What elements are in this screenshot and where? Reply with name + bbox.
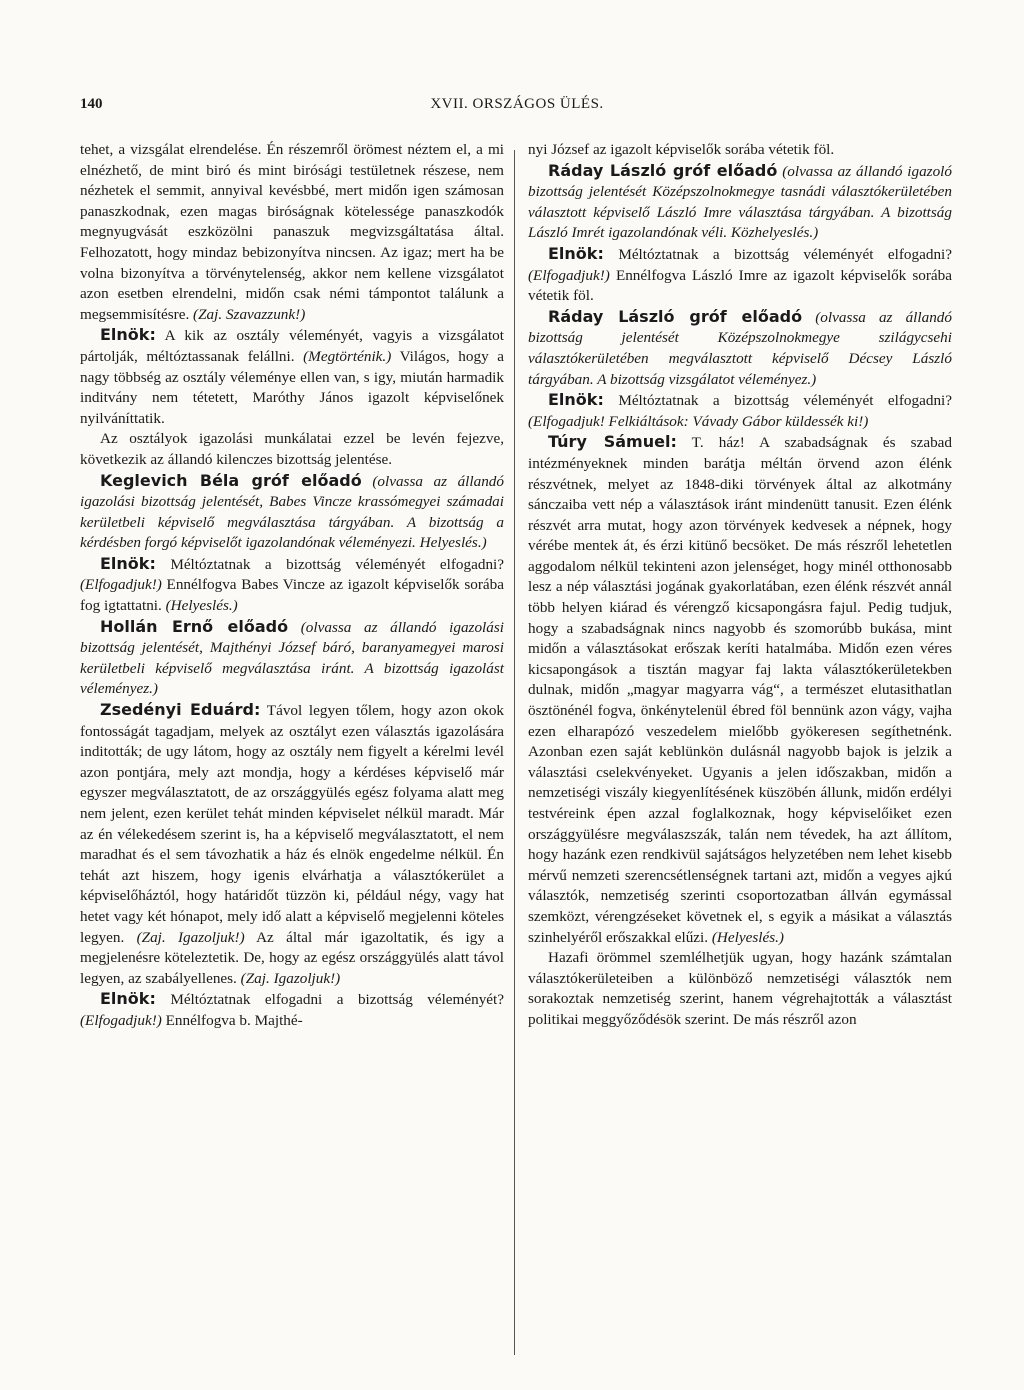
text-run: Méltóztatnak elfogadni a bizottság véleményét?	[155, 991, 504, 1009]
italic-remark: (Helyeslés.)	[711, 928, 784, 946]
text-run: Ennélfogva b. Majthé-	[161, 1011, 303, 1029]
italic-remark: (Zaj. Szavazzunk!)	[193, 305, 306, 323]
page-number: 140	[80, 96, 103, 112]
italic-remark: (Elfogadjuk!)	[528, 266, 610, 284]
speaker-name: Ráday László gróf előadó	[548, 160, 778, 180]
speaker-name: Ráday László gróf előadó	[548, 306, 803, 326]
text-run: Ennélfogva László Imre az igazolt képviselők sorába vétetik föl.	[528, 266, 952, 305]
paragraph	[80, 471, 504, 554]
speaker-name: Túry Sámuel:	[548, 432, 677, 452]
paragraph	[80, 140, 504, 325]
speaker-name: Keglevich Béla gróf előadó	[100, 470, 362, 490]
speaker-name: Elnök:	[548, 390, 604, 410]
text-run: Méltóztatnak a bizottság véleményét elfogadni?	[603, 392, 952, 410]
text-run: T. ház! A szabadságnak és szabad intézményeknek minden barátja méltán örvend azon élénk részvétnek, melyet az 1848-diki törvények által az alkotmány sánczaiba vett nép a választások iránt mindenütt tanusit. Ezen élénk részvét arra mutat, hogy azon törvények kedvesek a népnek, hogy vérébe mentek át, és érzi kitünő becsöket. De más részről lehetetlen aggodalom nélkül tekinteni azon jelenséget, hogy minél otthonosabb lesz a nép választási jogának gyakorlatában, ezen élénk részvét annál több helyen kiárad és vérengző kicsapongásra fajul. Pedig tudjuk, hogy a szabadságnak nincs nagyobb és szomorúbb bukása, mint midőn a választásokat erőszak keríti hatalmába. Midőn ezen véres kicsapongások a tisztán magyar faj lakta választókerületekben dulnak, midőn „magyar magyarra vág“, a természet elutasithatlan ösztönénél fogva, önkénytelenül ébred föl bennünk azon vágy, vajha ezen elharapózó veszedelem mielőbb gyökeresen segíthetnénk. Azonban ezen saját keblünkön dulásnál nagyobb bajok is jelzik a választási cselekvényeket. Ugyanis a jelen időszakban, midőn a nemzetiségi viszály kiegyenlítésének küszöbén állunk, midőn erdélyi testvéreink épen azzal foglalkoznak, hogy képviselőiket ezen országgyülésre megválaszszák, talán nem tévedek, ha azt állítom, hogy hazánk ezen rendkivül sajátságos helyzetében nem lehet kisebb mérvű nemzeti szerencsétlenségnek tartani azt, midőn a vegyes ajkú választók, nemzetiség szerinti csoportozatban állván egymással szemközt, vérengzéseket követnek el, s egyik a másikat a választás szinhelyéről erőszakkal elűzi.	[528, 434, 952, 946]
italic-remark: (olvassa az állandó igazoló bizottság jelentését Középszolnokmegye tasnádi választókerületében választott képviselő László Imre választása tárgyában. A bizottság László Imrét igazolandónak véli. Közhelyeslés.)	[528, 162, 952, 242]
left-column	[80, 140, 504, 1032]
paragraph	[80, 700, 504, 989]
italic-remark: (olvassa az állandó igazolási bizottság jelentését, Majthényi József báró, baranyamegyei marosi kerületbeli képviselő megválasztása iránt. A bizottság igazolást véleményez.)	[80, 618, 504, 698]
text-run: Hazafi örömmel szemlélhetjük ugyan, hogy hazánk számtalan választókerületeiben a különböző nemzetiségi választók nem sorakoztak nemzetiség szerint, hanem végrehajtották a választást politikai meggyőződésök szerint. De más részről azon	[528, 949, 952, 1028]
italic-remark: (olvassa az állandó bizottság jelentését Középszolnokmegye szilágycsehi választókerületében megválasztott képviselő Décsey László tárgyában. A bizottság vizsgálatot véleményez.)	[528, 308, 952, 388]
italic-remark: (Elfogadjuk!)	[80, 576, 162, 594]
text-run: Méltóztatnak a bizottság véleményét elfogadni?	[603, 245, 952, 263]
paragraph	[528, 390, 952, 432]
right-column	[528, 140, 952, 1031]
text-run: tehet, a vizsgálat elrendelése. Én részemről örömest néztem el, a mi elnézhető, de mint biró és mint birósági testületnek részese, nem nézhetek el semmit, annyival kevésbbé, mert midőn igen számosan panaszkodnak, ezen magas biróságnak kötelessége panaszkodók megnyugvását eszközölni panaszuk megvizsgáltatása által. Felhozatott, hogy mindaz bebizonyítva nincsen. Az igaz; mert ha be volna bizonyítva a törvénytelenség, akkor nem kellene vizsgálatot azon esetben elrendelni, midőn csak némi támpontot találunk a megsemmisítésre.	[80, 141, 504, 323]
speaker-name: Elnök:	[100, 553, 156, 573]
paragraph	[528, 307, 952, 390]
italic-remark: (Elfogadjuk!)	[80, 1011, 162, 1029]
speaker-name: Elnök:	[100, 989, 156, 1009]
italic-remark: (Elfogadjuk! Felkiáltások: Vávady Gábor küldessék ki!)	[528, 412, 869, 430]
italic-remark: (Zaj. Igazoljuk!)	[136, 928, 245, 946]
paragraph	[80, 617, 504, 700]
column-divider	[514, 150, 515, 1355]
speaker-name: Elnök:	[100, 325, 156, 345]
italic-remark: (Helyeslés.)	[165, 597, 238, 615]
paragraph	[80, 325, 504, 429]
paragraph	[80, 989, 504, 1031]
paragraph	[528, 140, 952, 161]
text-run: Ennélfogva Babes Vincze az igazolt képviselők sorába fog igtattatni.	[80, 576, 504, 615]
paragraph	[528, 948, 952, 1030]
italic-remark: (olvassa az állandó igazolási bizottság jelentését, Babes Vincze krassómegyei számadai kerületbeli képviselő megválasztása tárgyában. A bizottság a kérdésben forgó képviselőt igazolandónak véleményezi. Helyeslés.)	[80, 472, 504, 552]
page-header	[80, 96, 954, 118]
text-run: Az osztályok igazolási munkálatai ezzel be levén fejezve, következik az állandó kilenczes bizottság jelentése.	[80, 430, 504, 468]
text-run: Méltóztatnak a bizottság véleményét elfogadni?	[155, 555, 504, 573]
italic-remark: (Megtörténik.)	[303, 347, 392, 365]
text-run: nyi József az igazolt képviselők sorába vétetik föl.	[528, 141, 835, 158]
paragraph	[528, 244, 952, 307]
italic-remark: (Zaj. Igazoljuk!)	[240, 969, 341, 987]
running-title: XVII. ORSZÁGOS ÜLÉS.	[430, 96, 604, 112]
speaker-name: Elnök:	[548, 243, 604, 263]
text-run: A kik az osztály véleményét, vagyis a vizsgálatot pártolják, méltóztassanak felállni.	[80, 327, 504, 365]
paragraph	[528, 161, 952, 244]
paragraph	[528, 432, 952, 948]
paragraph	[80, 429, 504, 470]
speaker-name: Hollán Ernő előadó	[100, 616, 289, 636]
text-run: Az által már igazoltatik, és igy a megjelenésre köteleztetik. De, hogy az egész országgyülés alatt távol legyen, az szabályellenes.	[80, 928, 504, 987]
text-run: Távol legyen tőlem, hogy azon okok fontosságát tagadjam, melyek az osztályt ezen választás igazolására inditották; de ugy látom, hogy az osztály nem figyelt a kérelmi levél azon pontjára, mely azt mondja, hogy a kérdéses képviselő már egyszer megválasztatott, de az országgyülés egész folyama alatt meg nem jelent, ezen kerület tehát minden képviselet nélkül maradt. Már az én vélekedésem szerint is, ha a képviselő megválasztatott, el nem maradhat és el sem távozhatik a ház és elnök engedelme nélkül. Én tehát azt hiszem, hogy igenis elvárhatja a választókerület a képviselőháztól, hogy határidőt tüzzön ki, például négy, vagy hat hetet vagy két hónapot, mely idő alatt a képviselő megjelenni köteles legyen.	[80, 702, 505, 946]
paragraph	[80, 554, 504, 617]
text-run: Világos, hogy a nagy többség az osztály véleménye ellen van, s igy, miután harmadik inditvány nem tétetett, Maróthy János igazolt képviselőnek nyilváníttatik.	[80, 347, 504, 427]
speaker-name: Zsedényi Eduárd:	[100, 700, 261, 720]
